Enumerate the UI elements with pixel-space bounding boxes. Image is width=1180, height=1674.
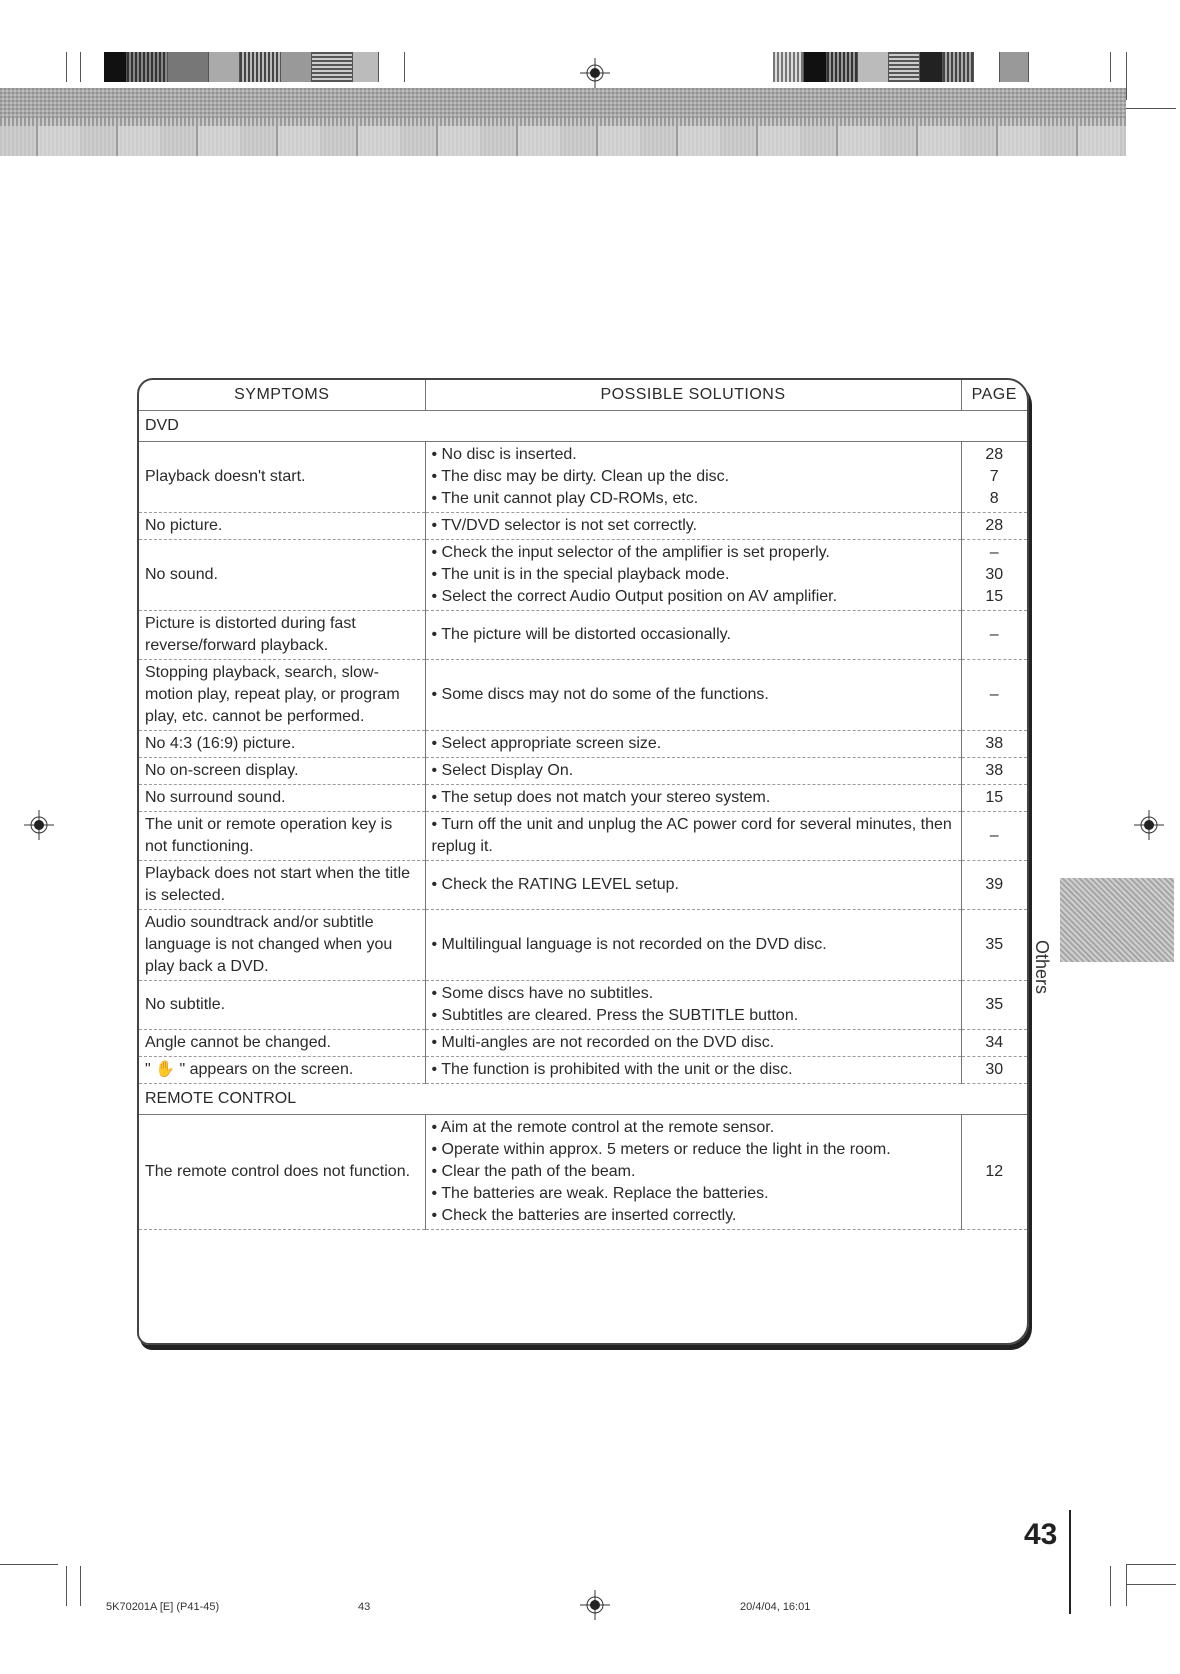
solutions-cell xyxy=(425,812,961,861)
page-ref: 35 xyxy=(985,996,1004,1013)
page-ref-cell xyxy=(961,611,1027,660)
solution-item: • Subtitles are cleared. Press the SUBTITLE button. xyxy=(432,1005,955,1027)
page-ref-cell xyxy=(961,513,1027,540)
page-ref: 28 xyxy=(985,517,1004,534)
crop-mark xyxy=(80,52,81,82)
solutions-cell xyxy=(425,785,961,812)
table-row xyxy=(139,1030,1027,1057)
crop-mark xyxy=(66,52,67,82)
solutions-cell xyxy=(425,910,961,981)
table-row xyxy=(139,442,1027,513)
solution-item: • Multilingual language is not recorded on the DVD disc. xyxy=(432,934,955,956)
crop-mark xyxy=(1126,108,1176,109)
page-ref: – xyxy=(989,686,999,703)
page-ref: 38 xyxy=(985,762,1004,779)
solutions-cell xyxy=(425,1057,961,1084)
solution-item: • The picture will be distorted occasionally. xyxy=(432,624,955,646)
section-row-dvd xyxy=(139,411,1027,442)
symptom-cell: No 4:3 (16:9) picture. xyxy=(139,731,425,758)
solution-item: • The setup does not match your stereo system. xyxy=(432,787,955,809)
solutions-cell xyxy=(425,1115,961,1230)
color-calibration-bar-right xyxy=(773,52,1029,82)
header-possible-solutions: POSSIBLE SOLUTIONS xyxy=(425,380,961,411)
symptom-cell: Angle cannot be changed. xyxy=(139,1030,425,1057)
registration-mark-icon xyxy=(580,1590,610,1620)
symptom-cell: Stopping playback, search, slow-motion play, repeat play, or program play, etc. cannot be performed. xyxy=(139,660,425,731)
solutions-cell xyxy=(425,611,961,660)
crop-mark xyxy=(0,1564,58,1565)
page-ref-cell xyxy=(961,861,1027,910)
registration-mark-icon xyxy=(24,810,54,840)
section-title: DVD xyxy=(139,411,1027,442)
solution-item: • Some discs have no subtitles. xyxy=(432,983,955,1005)
table-row xyxy=(139,611,1027,660)
table-row xyxy=(139,785,1027,812)
table-row xyxy=(139,910,1027,981)
page-number: 43 xyxy=(1024,1518,1058,1551)
solutions-cell xyxy=(425,513,961,540)
symptom-cell: The unit or remote operation key is not functioning. xyxy=(139,812,425,861)
page-ref: 30 xyxy=(985,1061,1004,1078)
symptom-cell: No subtitle. xyxy=(139,981,425,1030)
footer-code: 5K70201A [E] (P41-45) xyxy=(106,1601,220,1613)
solution-item: • Turn off the unit and unplug the AC power cord for several minutes, then replug it. xyxy=(432,814,955,858)
solution-item: • Select Display On. xyxy=(432,760,955,782)
registration-mark-icon xyxy=(1134,810,1164,840)
crop-mark xyxy=(1126,1564,1176,1565)
header-symptoms: SYMPTOMS xyxy=(139,380,425,411)
crop-mark xyxy=(66,1566,67,1606)
solution-item: • Check the RATING LEVEL setup. xyxy=(432,874,955,896)
page-number-rule xyxy=(1069,1510,1071,1614)
solution-item: • Some discs may not do some of the functions. xyxy=(432,684,955,706)
solutions-cell xyxy=(425,540,961,611)
page-ref: 15 xyxy=(985,789,1004,806)
side-tab-others xyxy=(1060,878,1174,962)
registration-mark-icon xyxy=(580,58,610,88)
page-ref: 7 xyxy=(989,468,999,485)
symptom-cell: Playback doesn't start. xyxy=(139,442,425,513)
table-row xyxy=(139,513,1027,540)
crop-mark xyxy=(1126,1564,1127,1606)
page-ref: 12 xyxy=(985,1163,1004,1180)
footer-date: 20/4/04, 16:01 xyxy=(740,1601,811,1613)
page-ref: – xyxy=(989,544,999,561)
table-row xyxy=(139,1057,1027,1084)
table-row xyxy=(139,861,1027,910)
solution-item: • Check the input selector of the amplifier is set properly. xyxy=(432,542,955,564)
color-calibration-bar-left xyxy=(104,52,405,82)
symptom-cell: Audio soundtrack and/or subtitle language is not changed when you play back a DVD. xyxy=(139,910,425,981)
page-ref: 38 xyxy=(985,735,1004,752)
solution-item: • The disc may be dirty. Clean up the disc. xyxy=(432,466,955,488)
page-ref-cell xyxy=(961,1030,1027,1057)
troubleshooting-table xyxy=(137,378,1029,1345)
symptom-cell: No sound. xyxy=(139,540,425,611)
symptom-cell: No picture. xyxy=(139,513,425,540)
solution-item: • The function is prohibited with the unit or the disc. xyxy=(432,1059,955,1081)
table-row xyxy=(139,812,1027,861)
page-ref-cell xyxy=(961,785,1027,812)
section-row-remote-control xyxy=(139,1084,1027,1115)
page-ref-cell xyxy=(961,731,1027,758)
page-ref: 15 xyxy=(985,588,1004,605)
solution-item: • Clear the path of the beam. xyxy=(432,1161,955,1183)
solution-item: • The unit cannot play CD-ROMs, etc. xyxy=(432,488,955,510)
symptom-cell: Playback does not start when the title is selected. xyxy=(139,861,425,910)
page-ref-cell xyxy=(961,1115,1027,1230)
symptom-cell: The remote control does not function. xyxy=(139,1115,425,1230)
page-ref-cell xyxy=(961,1057,1027,1084)
symptom-cell: " ✋ " appears on the screen. xyxy=(139,1057,425,1084)
symptom-cell: No on-screen display. xyxy=(139,758,425,785)
solution-item: • TV/DVD selector is not set correctly. xyxy=(432,515,955,537)
page-ref: – xyxy=(989,626,999,643)
table-row xyxy=(139,758,1027,785)
symptom-cell: No surround sound. xyxy=(139,785,425,812)
solution-item: • Aim at the remote control at the remote sensor. xyxy=(432,1117,955,1139)
footer-page: 43 xyxy=(358,1601,371,1613)
page-ref: 28 xyxy=(985,446,1004,463)
page-ref-cell xyxy=(961,910,1027,981)
crop-mark xyxy=(1126,1584,1176,1585)
side-tab-label: Others xyxy=(1032,940,1052,995)
solutions-cell xyxy=(425,758,961,785)
solution-item: • The batteries are weak. Replace the batteries. xyxy=(432,1183,955,1205)
solution-item: • Operate within approx. 5 meters or reduce the light in the room. xyxy=(432,1139,955,1161)
page-ref: 35 xyxy=(985,936,1004,953)
table-row xyxy=(139,731,1027,758)
table-row xyxy=(139,660,1027,731)
crop-mark xyxy=(1126,52,1127,100)
page-ref-cell xyxy=(961,812,1027,861)
page-ref: 39 xyxy=(985,876,1004,893)
header-page: PAGE xyxy=(961,380,1027,411)
crop-mark xyxy=(80,1566,81,1606)
solution-item: • The unit is in the special playback mode. xyxy=(432,564,955,586)
table-row xyxy=(139,981,1027,1030)
table-body xyxy=(139,411,1027,1230)
crop-mark xyxy=(1110,1566,1111,1606)
table-row xyxy=(139,1115,1027,1230)
solution-item: • Multi-angles are not recorded on the DVD disc. xyxy=(432,1032,955,1054)
page-ref: – xyxy=(989,827,999,844)
table-row xyxy=(139,540,1027,611)
table-header-row xyxy=(139,380,1027,411)
solutions-cell xyxy=(425,981,961,1030)
solution-item: • No disc is inserted. xyxy=(432,444,955,466)
header-band xyxy=(0,88,1126,156)
solutions-cell xyxy=(425,660,961,731)
solutions-cell xyxy=(425,861,961,910)
section-title: REMOTE CONTROL xyxy=(139,1084,1027,1115)
solution-item: • Check the batteries are inserted correctly. xyxy=(432,1205,955,1227)
solutions-cell xyxy=(425,731,961,758)
page-ref: 34 xyxy=(985,1034,1004,1051)
solution-item: • Select appropriate screen size. xyxy=(432,733,955,755)
page-ref: 30 xyxy=(985,566,1004,583)
solutions-cell xyxy=(425,1030,961,1057)
page-ref-cell xyxy=(961,660,1027,731)
solutions-cell xyxy=(425,442,961,513)
crop-mark xyxy=(1110,52,1111,82)
symptom-cell: Picture is distorted during fast reverse/forward playback. xyxy=(139,611,425,660)
page-ref-cell xyxy=(961,758,1027,785)
solution-item: • Select the correct Audio Output position on AV amplifier. xyxy=(432,586,955,608)
page-ref-cell xyxy=(961,442,1027,513)
page-ref: 8 xyxy=(989,490,999,507)
page-ref-cell xyxy=(961,981,1027,1030)
page-ref-cell xyxy=(961,540,1027,611)
